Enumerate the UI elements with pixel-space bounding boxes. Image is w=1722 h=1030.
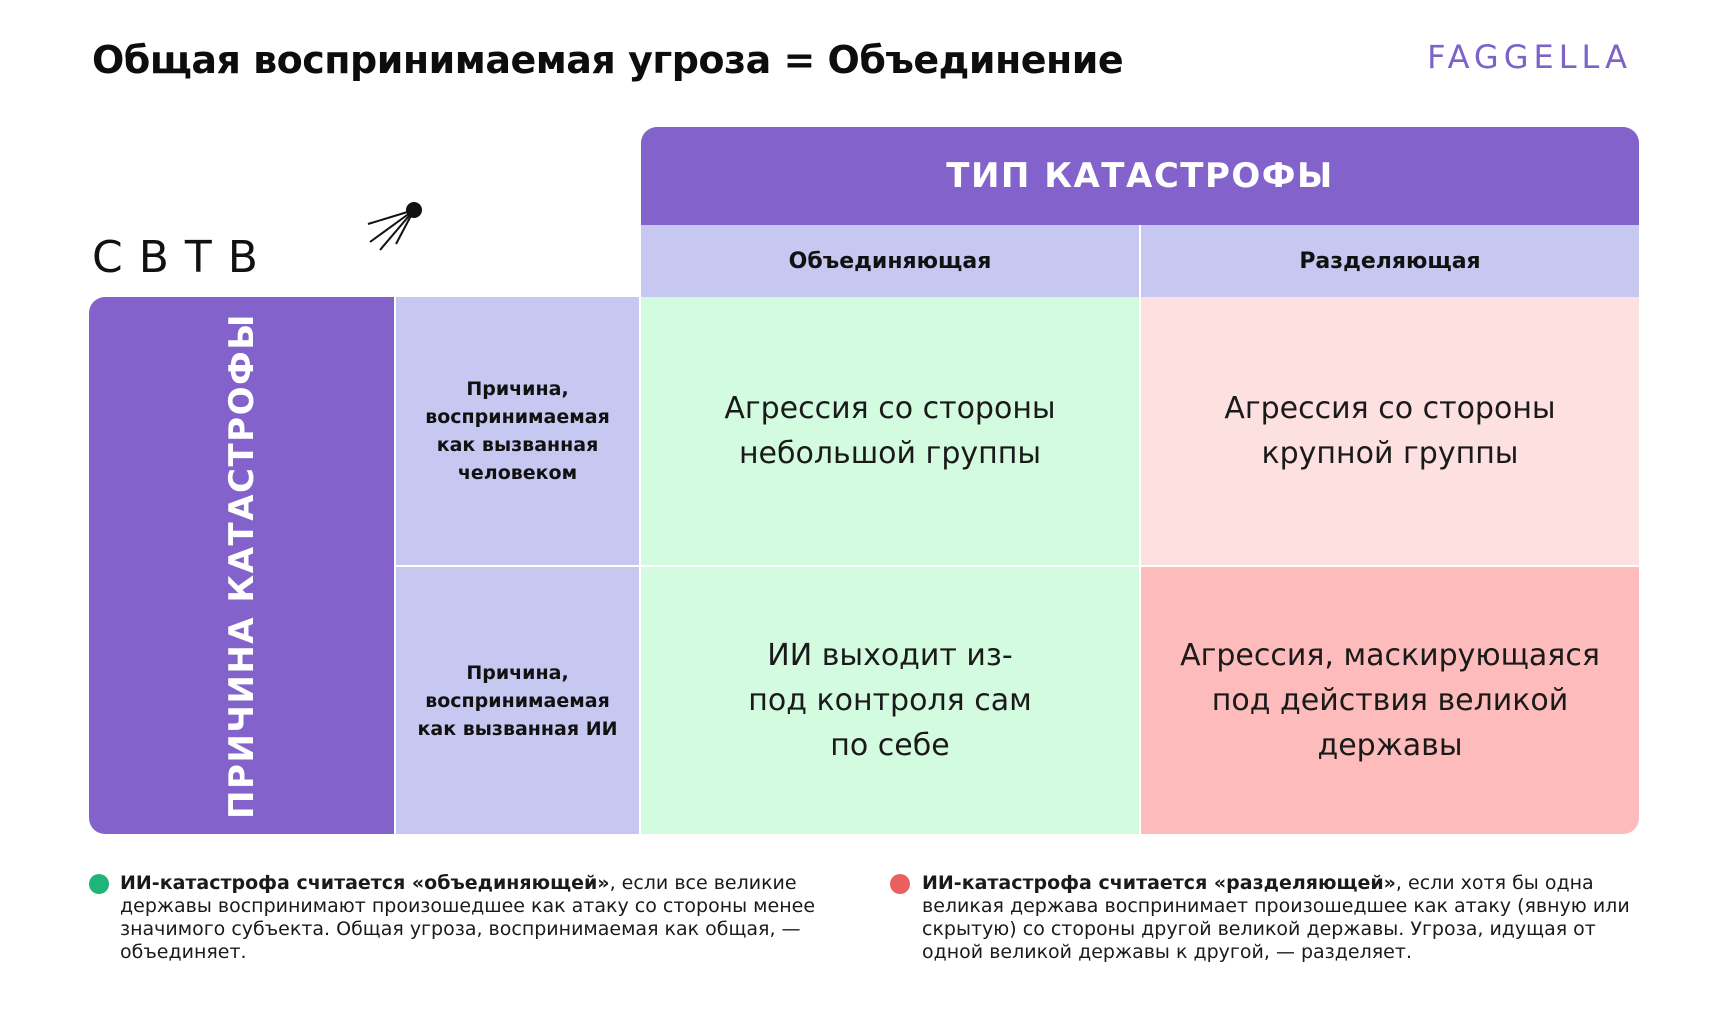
cbtb-logo xyxy=(92,200,342,290)
cell-human-dividing-text: Агрессия со стороны крупной группы xyxy=(1224,391,1556,471)
catastrophe-type-header: ТИП КАТАСТРОФЫ xyxy=(641,127,1639,225)
cell-human-dividing xyxy=(1141,297,1639,565)
catastrophe-cause-header xyxy=(89,297,394,834)
dividing-note-text: , если хотя бы одна великая держава воспринимает произошедшее как атаку (явную или скрытую) со стороны другой великой державы. Угроза, идущая от одной великой державы к другой, — разделяет. xyxy=(922,872,1630,963)
unifying-note-bold: ИИ-катастрофа считается «объединяющей» xyxy=(120,872,610,894)
unifying-note xyxy=(120,872,820,964)
unifying-note-text: , если все великие державы воспринимают произошедшее как атаку со стороны менее значимого субъекта. Общая угроза, воспринимаемая как общая, — объединяет. xyxy=(120,872,816,963)
cell-human-unifying xyxy=(641,297,1139,565)
satellite-icon xyxy=(272,200,432,270)
faggella-logo: FAGGELLA xyxy=(1427,38,1632,76)
column-header-unifying: Объединяющая xyxy=(641,225,1139,297)
cell-human-unifying-text: Агрессия со стороны небольшой группы xyxy=(724,391,1056,471)
dividing-note-bold: ИИ-катастрофа считается «разделяющей» xyxy=(922,872,1396,894)
cbtb-logo-text: CBTB xyxy=(92,232,274,283)
row-header-ai-cause xyxy=(396,567,639,834)
dividing-bullet-dot xyxy=(890,874,910,894)
dividing-note xyxy=(922,872,1642,964)
row-header-human-cause-text: Причина, воспринимаемая как вызванная человеком xyxy=(425,378,610,484)
row-header-human-cause xyxy=(396,297,639,565)
row-header-ai-cause-text: Причина, воспринимаемая как вызванная ИИ xyxy=(417,661,618,740)
cell-ai-dividing-text: Агрессия, маскирующаяся под действия великой державы xyxy=(1180,638,1600,763)
cell-ai-unifying xyxy=(641,567,1139,834)
page-title: Общая воспринимаемая угроза = Объединение xyxy=(92,38,1124,82)
cell-ai-unifying-text: ИИ выходит из-под контроля сам по себе xyxy=(748,638,1032,763)
unifying-bullet-dot xyxy=(89,874,109,894)
cell-ai-dividing xyxy=(1141,567,1639,834)
catastrophe-cause-header-text: ПРИЧИНА КАТАСТРОФЫ xyxy=(221,312,262,819)
column-header-dividing: Разделяющая xyxy=(1141,225,1639,297)
